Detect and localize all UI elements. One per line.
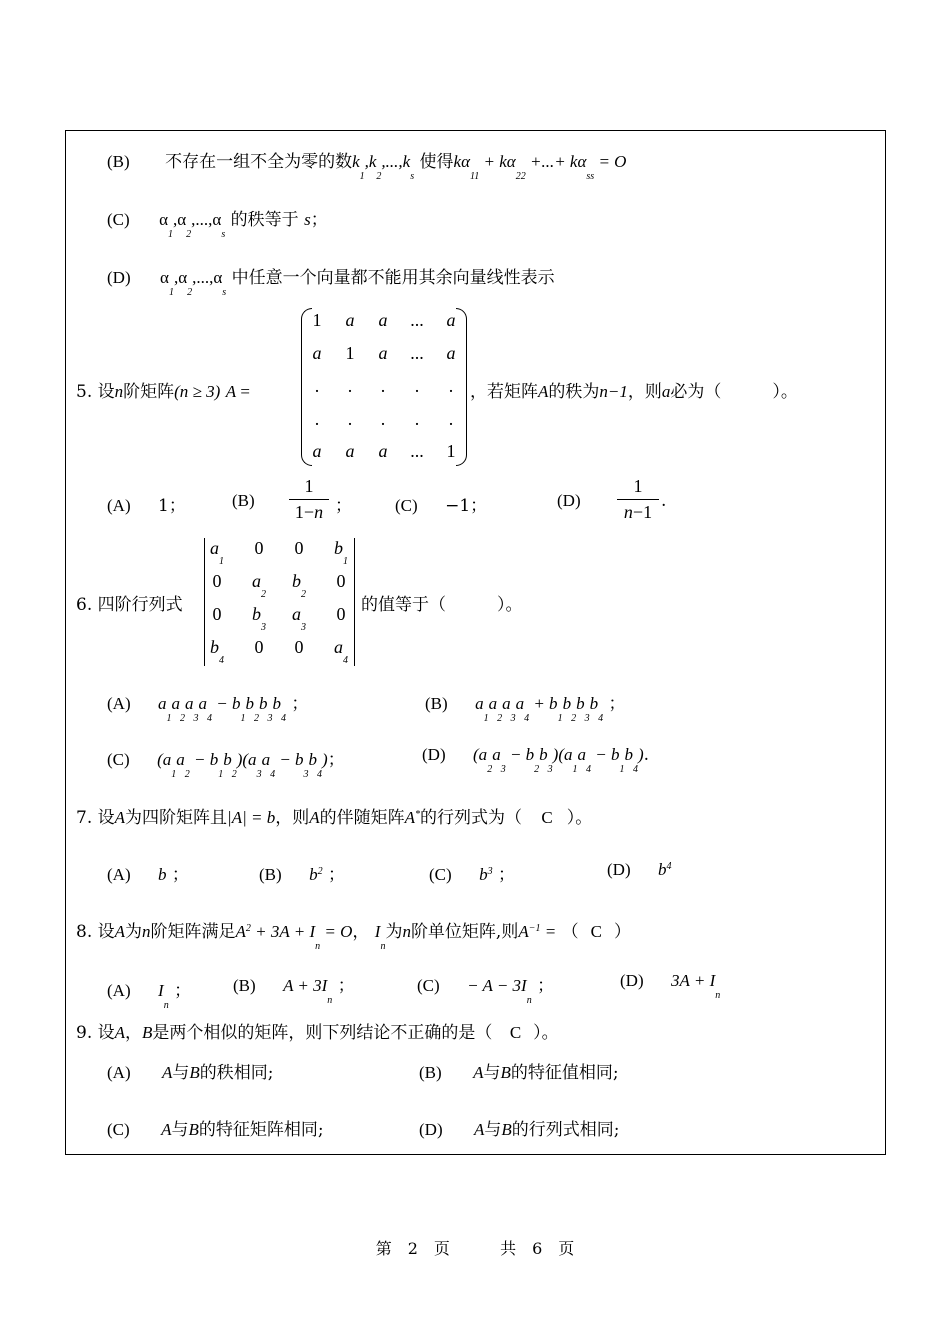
- q9-option-d: (D) A与B的行列式相同;: [419, 1120, 620, 1140]
- option-label: (D): [107, 268, 131, 287]
- q6-det-right-bar: [354, 538, 355, 666]
- q9-answer: C: [509, 1023, 522, 1042]
- q4-b-text2: 使得: [419, 152, 454, 172]
- q8-option-a: (A) $I_n$ ；: [107, 981, 192, 1011]
- q7-text4: 的伴随矩阵: [319, 808, 405, 828]
- q6-option-b: (B) $a_1a_2a_3a_4 + b_1b_2b_3b_4$ ；: [425, 694, 626, 724]
- q9-with: 与: [171, 1120, 189, 1140]
- question-number: 7.: [76, 808, 93, 828]
- q6-question: [76, 590, 183, 615]
- option-label: (C): [417, 976, 440, 995]
- option-label: (B): [425, 694, 448, 713]
- q9-with: 与: [172, 1063, 190, 1083]
- q5-option-c: [395, 491, 487, 516]
- q8-text3: 阶矩阵满足: [150, 922, 236, 942]
- q8-text7: ）: [613, 922, 631, 942]
- option-label: (A): [107, 981, 131, 1000]
- page-footer: [0, 1236, 950, 1259]
- option-label: (B): [419, 1063, 442, 1082]
- q7-text5: 的行列式为（: [420, 808, 523, 828]
- option-label: (B): [232, 491, 255, 510]
- option-label: (B): [107, 152, 130, 171]
- q5-text4: 的秩为: [548, 382, 600, 402]
- q7-question: 7. 设A为四阶矩阵且|A| = b，则A的伴随矩阵A*的行列式为（ C ）。: [76, 808, 593, 828]
- q6-text2: 的值等于（ ）。: [361, 595, 523, 615]
- q9-c-text: 的特征矩阵相同;: [198, 1120, 324, 1140]
- q7-options: (A) b ；: [107, 865, 189, 885]
- q5-question-tail: ，若矩阵A的秩为n−1，则a必为（ ）。: [470, 382, 798, 402]
- q6-option-a: (A) $a_1a_2a_3a_4 - b_1b_2b_3b_4$ ；: [107, 694, 309, 724]
- q7-text6: ）。: [566, 808, 593, 828]
- q5-d-end: .: [661, 491, 667, 511]
- q8-text4: 为: [385, 922, 403, 942]
- option-label: (C): [395, 496, 418, 515]
- q9-option-a: (A) A与B的秩相同;: [107, 1063, 274, 1083]
- q8-option-b: (B) $A + 3I_n$ ；: [233, 976, 355, 1006]
- option-label: (C): [429, 865, 452, 884]
- option-label: (A): [107, 1063, 131, 1082]
- q9-option-b: (B) A与B的特征值相同;: [419, 1063, 619, 1083]
- q9-question: 9. 设A，B是两个相似的矩阵，则下列结论不正确的是（ C ）。: [76, 1023, 559, 1043]
- option-label: (D): [620, 971, 644, 990]
- q8-option-c: $(C) - A - 3I_n$ ；: [417, 976, 555, 1006]
- q8-answer: C: [590, 922, 602, 941]
- q5-option-d-label: [557, 491, 581, 511]
- q8-text1: 设: [97, 922, 115, 942]
- q5-question: 5. 设n阶矩阵(n ≥ 3) A =: [76, 382, 250, 402]
- q4-b-text: 不存在一组不全为零的数: [165, 152, 353, 172]
- q5-text3: ，若矩阵: [470, 382, 538, 402]
- q8-option-d: (D) $3A + I_n$: [620, 971, 721, 1001]
- option-label: (A): [107, 694, 131, 713]
- option-label: (C): [107, 210, 130, 229]
- q8-question: 8. 设A为n阶矩阵满足$A^2 + 3A + I_n = O$， $I_n$为n阶单位矩阵,则$A^{-1}$ = （ C ）: [76, 922, 631, 952]
- q5-text5: ，则: [627, 382, 662, 402]
- q6-option-c: (C) $(a_1a_2 - b_1b_2)(a_3a_4 - b_3b_4)$；: [107, 750, 345, 780]
- q9-b-text: 的特征值相同;: [510, 1063, 619, 1083]
- option-label: (D): [419, 1120, 443, 1139]
- q9-with: 与: [483, 1063, 501, 1083]
- question-number: 9.: [76, 1023, 93, 1043]
- q5-d-fraction: 1 n−1: [617, 476, 659, 523]
- q5-b-fraction: 1 1−n: [289, 476, 329, 523]
- q5-condition: (n ≥ 3): [174, 382, 221, 401]
- q7-text1: 设: [97, 808, 115, 828]
- option-label: (B): [259, 865, 282, 884]
- q4-c-text: 的秩等于: [230, 210, 299, 230]
- page-number: 第 2 页: [375, 1239, 450, 1258]
- option-label: (D): [607, 860, 631, 879]
- q4-option-b: (B) 不存在一组不全为零的数$k_1,k_2,...,k_s$ 使得$k\alpha_{11} + k\alpha_{22}$ +...+ $k\alpha_{ss} = O$: [107, 152, 627, 182]
- question-number: 8.: [76, 922, 93, 942]
- option-label: (A): [107, 865, 131, 884]
- q6-determinant: $a_1$ 0 0 $b_1$ 0 $a_2$ $b_2$ 0 0 $b_3$ $a_3$ 0 $b_4$ 0 0 $a_4$: [210, 538, 348, 666]
- q5-text6: 必为（ ）。: [670, 382, 798, 402]
- q5-b-sep: ；: [335, 496, 352, 516]
- q7-option-d: (D) $b^4$: [607, 860, 672, 879]
- option-label: (B): [233, 976, 256, 995]
- q7-text3: ，则: [275, 808, 310, 828]
- page-total: 共 6 页: [500, 1239, 575, 1258]
- q5-matrix: 1 a a ... a a 1 a ... a . . . . . . . . . . a a a ... 1: [312, 310, 456, 461]
- q9-text2: ，: [125, 1023, 143, 1043]
- q9-text1: 设: [97, 1023, 115, 1043]
- q7-option-c: (C) $b^3$ ；: [429, 865, 515, 885]
- q5-option-b-label: [232, 491, 255, 511]
- q9-option-c: (C) A与B的特征矩阵相同;: [107, 1120, 324, 1140]
- q5-option-a: [107, 491, 186, 516]
- q6-det-left-bar: [204, 538, 205, 666]
- option-label: (D): [422, 745, 446, 764]
- q5-text1: 设: [97, 382, 115, 402]
- q7-option-b: (B) $b^2$ ；: [259, 865, 345, 885]
- option-label: (C): [107, 750, 130, 769]
- q9-d-text: 的行列式相同;: [511, 1120, 620, 1140]
- option-label: (C): [107, 1120, 130, 1139]
- q9-text3: 是两个相似的矩阵，则下列结论不正确的是（: [152, 1023, 493, 1043]
- q9-a-text: 的秩相同;: [199, 1063, 274, 1083]
- q4-d-text: 中任意一个向量都不能用其余向量线性表示: [231, 268, 555, 288]
- q7-answer: C: [541, 808, 553, 827]
- q9-with: 与: [484, 1120, 502, 1140]
- q7-text2: 为四阶矩阵且: [125, 808, 228, 828]
- option-label: (D): [557, 491, 581, 510]
- q6-text1: 四阶行列式: [97, 595, 183, 615]
- q4-option-c: (C) $\alpha_1,\alpha_2,...,\alpha_s$ 的秩等于 s；: [107, 210, 328, 240]
- q5-text2: 阶矩阵: [123, 382, 175, 402]
- question-number: 5.: [76, 382, 93, 402]
- q6-question-tail: [361, 590, 523, 615]
- q4-option-d: (D) $\alpha_1,\alpha_2,...,\alpha_s$ 中任意一个向量都不能用其余向量线性表示: [107, 268, 555, 298]
- option-label: (A): [107, 496, 131, 515]
- question-number: 6.: [76, 595, 93, 615]
- q9-text4: ）。: [533, 1023, 559, 1043]
- q6-option-d: (D) $(a_2a_3 - b_2b_3)(a_1a_4 - b_1b_4)$.: [422, 745, 650, 775]
- q5-rank: n−1: [599, 382, 628, 401]
- q8-text6: （: [561, 922, 579, 942]
- q8-text5: 阶单位矩阵,则: [410, 922, 519, 942]
- q5-c-value: −1；: [445, 496, 488, 516]
- q5-a-value: 1；: [158, 496, 186, 516]
- q8-text2: 为: [125, 922, 143, 942]
